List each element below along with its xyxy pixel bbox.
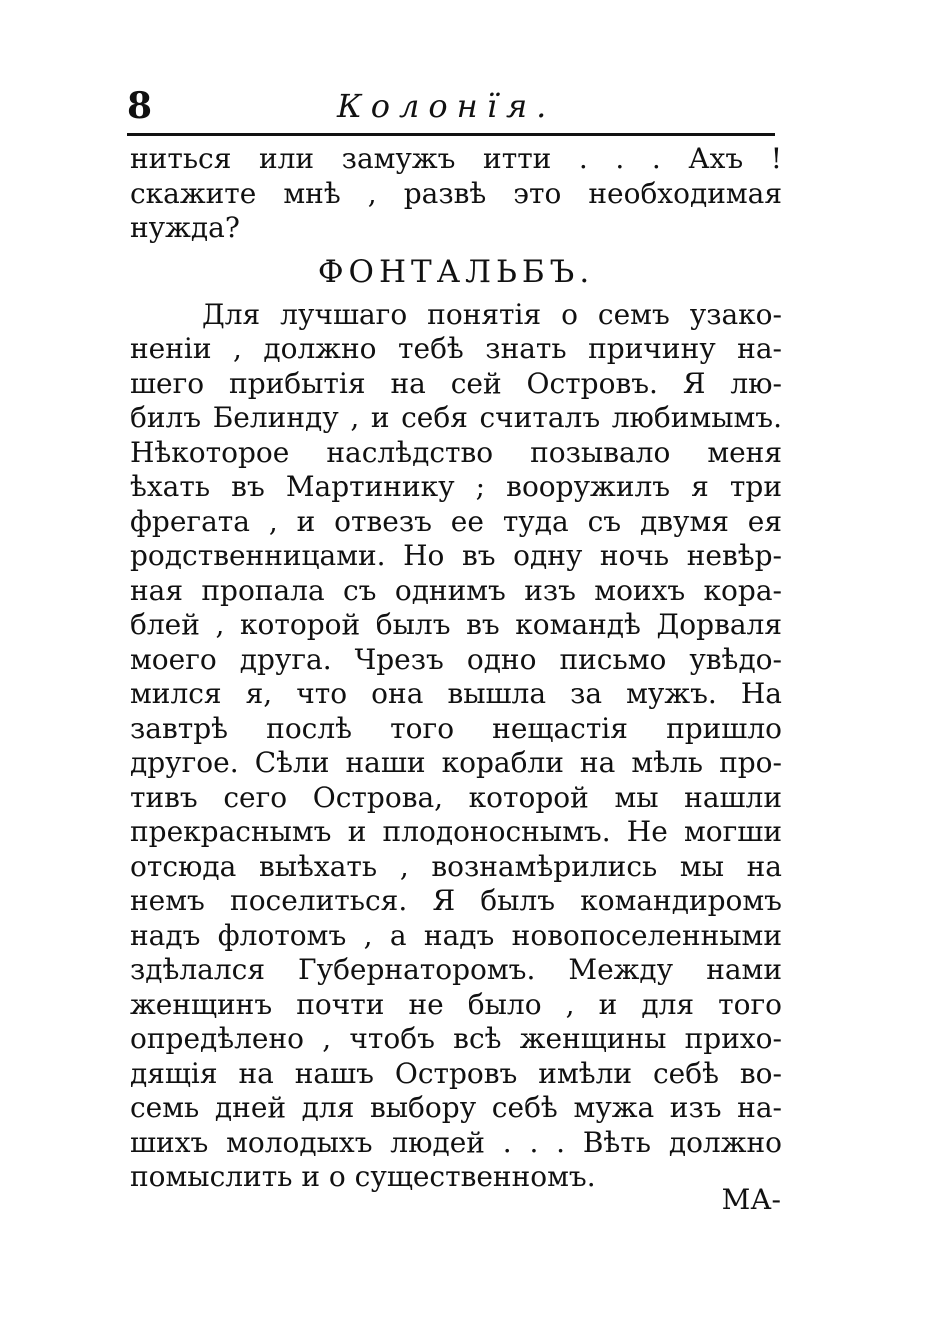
text-line: прекраснымъ и плодоноснымъ. Не могши bbox=[130, 815, 782, 848]
text-line: надъ флотомъ , а надъ новопоселенными bbox=[130, 918, 782, 952]
text-line: шего прибытія на сей Островъ. Я лю- bbox=[130, 366, 782, 400]
text-line: скажите мнѣ , развѣ это необходимая bbox=[130, 176, 782, 210]
catchword: МА- bbox=[721, 1183, 781, 1216]
text-line: шихъ молодыхъ людей . . . Вѣть должно bbox=[130, 1125, 782, 1159]
text-line: тивъ сего Острова, которой мы нашли bbox=[130, 780, 782, 814]
text-line: нужда? bbox=[130, 211, 240, 244]
header-rule bbox=[127, 133, 775, 136]
body-text bbox=[130, 142, 782, 1195]
text-line: дящія на нашъ Островъ имѣли себѣ во- bbox=[130, 1056, 782, 1090]
text-line: немъ поселиться. Я былъ командиромъ bbox=[130, 884, 782, 917]
page-number: 8 bbox=[127, 85, 153, 127]
text-line: другое. Сѣли наши корабли на мѣль про- bbox=[130, 746, 782, 779]
text-line: мился я, что она вышла за мужъ. На bbox=[130, 677, 782, 710]
text-line: Для лучшаго понятія о семъ узако- bbox=[202, 297, 782, 331]
text-line: семь дней для выбору себѣ мужа изъ на- bbox=[130, 1091, 782, 1124]
page-header bbox=[127, 84, 775, 128]
running-title: Колонїя. bbox=[337, 87, 556, 125]
text-line: ная пропала съ однимъ изъ моихъ кора- bbox=[130, 573, 782, 607]
text-line: завтрѣ послѣ того нещастія пришло bbox=[130, 711, 782, 745]
text-line: Нѣкоторое наслѣдство позывало меня bbox=[130, 435, 782, 469]
text-line: фрегата , и отвезъ ее туда съ двумя ея bbox=[130, 504, 782, 538]
text-line: отсюда выѣхать , вознамѣрились мы на bbox=[130, 849, 782, 883]
text-line: родственницами. Но въ одну ночь невѣр- bbox=[130, 539, 782, 572]
text-line: моего друга. Чрезъ одно письмо увѣдо- bbox=[130, 642, 782, 676]
text-line: помыслить и о существенномъ. bbox=[130, 1160, 596, 1193]
text-line: опредѣлено , чтобъ всѣ женщины прихо- bbox=[130, 1022, 782, 1055]
speaker-name: ФОНТАЛЬБЪ. bbox=[317, 253, 595, 290]
text-line: неніи , должно тебѣ знать причину на- bbox=[130, 332, 782, 365]
text-line: здѣлался Губернаторомъ. Между нами bbox=[130, 953, 782, 986]
text-line: женщинъ почти не было , и для того bbox=[130, 987, 782, 1021]
text-line: ѣхать въ Мартинику ; вооружилъ я три bbox=[130, 470, 782, 503]
text-line: блей , которой былъ въ командѣ Дорваля bbox=[130, 608, 782, 641]
text-line: билъ Белинду , и себя считалъ любимымъ. bbox=[130, 401, 782, 434]
text-line: ниться или замужъ итти . . . Ахъ ! bbox=[130, 142, 782, 175]
